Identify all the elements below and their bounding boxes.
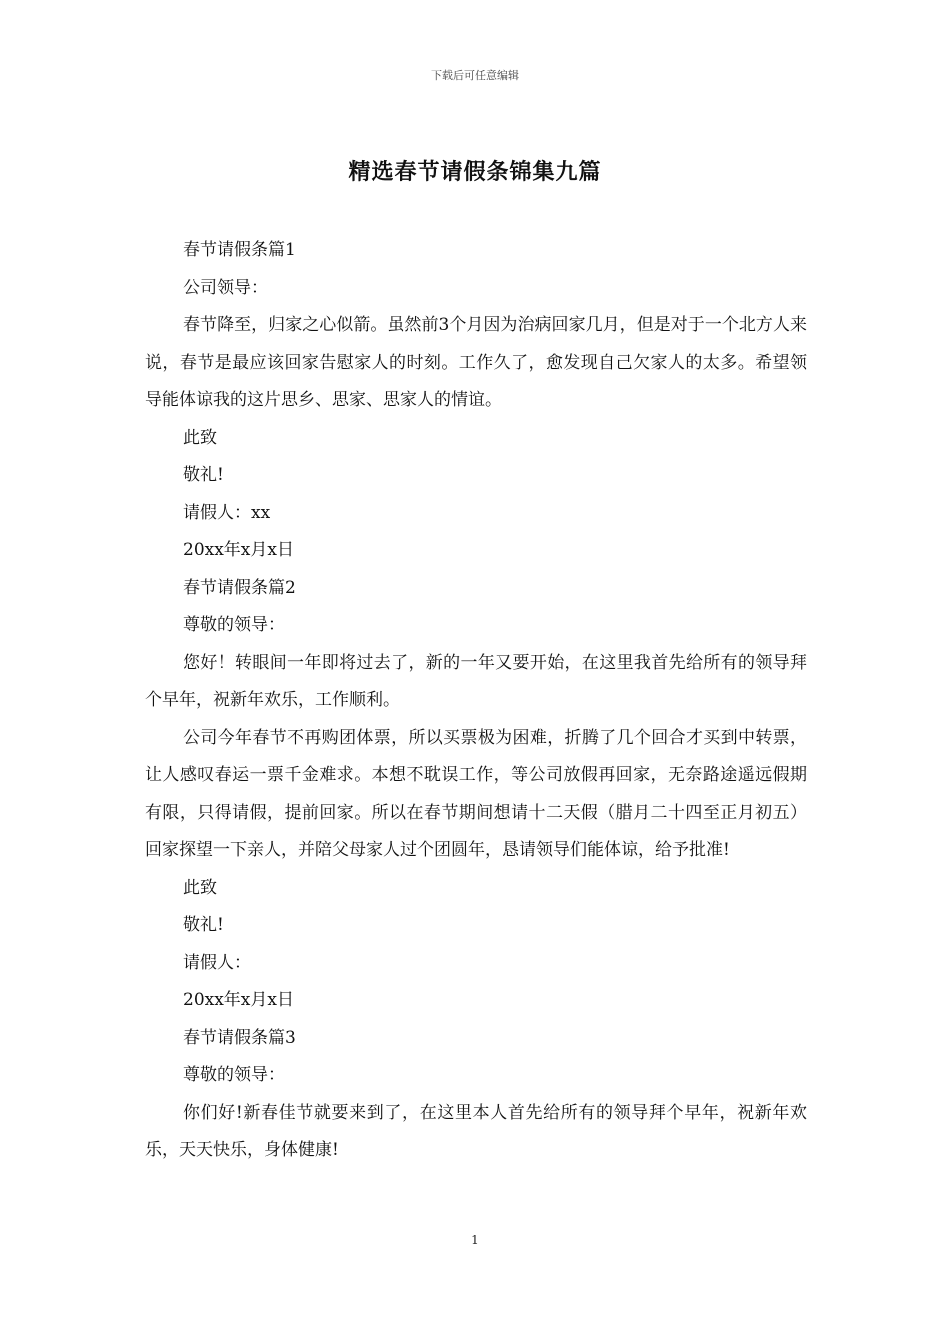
section-heading-1: 春节请假条篇1: [183, 240, 296, 260]
salutation-1: 公司领导：: [183, 277, 268, 298]
page-number: 1: [471, 1233, 479, 1247]
date-2: 20xx年x月x日: [183, 990, 294, 1010]
body-paragraph-2a: 您好！转眼间一年即将过去了，新的一年又要开始，在这里我首先给所有的领导拜个早年，祝新年欢乐，工作顺利。: [145, 652, 807, 710]
section-heading-3: 春节请假条篇3: [183, 1027, 296, 1048]
closing-1: 此致: [183, 427, 217, 448]
regards-2: 敬礼!: [183, 915, 224, 935]
signer-1: 请假人：xx: [183, 502, 271, 523]
closing-2: 此致: [183, 877, 217, 898]
body-paragraph-1: 春节降至，归家之心似箭。虽然前3个月因为治病回家几月，但是对于一个北方人来说，春节是最应该回家告慰家人的时刻。工作久了，愈发现自己欠家人的太多。希望领导能体谅我的这片思乡、思家、思家人的情谊。: [145, 315, 807, 410]
regards-1: 敬礼!: [183, 465, 224, 485]
body-paragraph-2b: 公司今年春节不再购团体票，所以买票极为困难，折腾了几个回合才买到中转票，让人感叹春运一票千金难求。本想不耽误工作，等公司放假再回家，无奈路途遥远假期有限，只得请假，提前回家。所以在春节期间想请十二天假（腊月二十四至正月初五）回家探望一下亲人，并陪父母家人过个团圆年，恳请领导们能体谅，给予批准!: [145, 727, 807, 860]
salutation-2: 尊敬的领导：: [183, 615, 285, 635]
document-title: 精选春节请假条锦集九篇: [348, 160, 602, 185]
page-header-note: 下载后可任意编辑: [431, 69, 519, 82]
date-1: 20xx年x月x日: [183, 540, 294, 560]
salutation-3: 尊敬的领导：: [183, 1065, 285, 1085]
body-paragraph-3: 你们好!新春佳节就要来到了，在这里本人首先给所有的领导拜个早年，祝新年欢乐，天天快乐，身体健康!: [145, 1102, 807, 1160]
document-body: [145, 232, 807, 1170]
section-heading-2: 春节请假条篇2: [183, 577, 296, 598]
signer-2: 请假人：: [183, 952, 251, 973]
